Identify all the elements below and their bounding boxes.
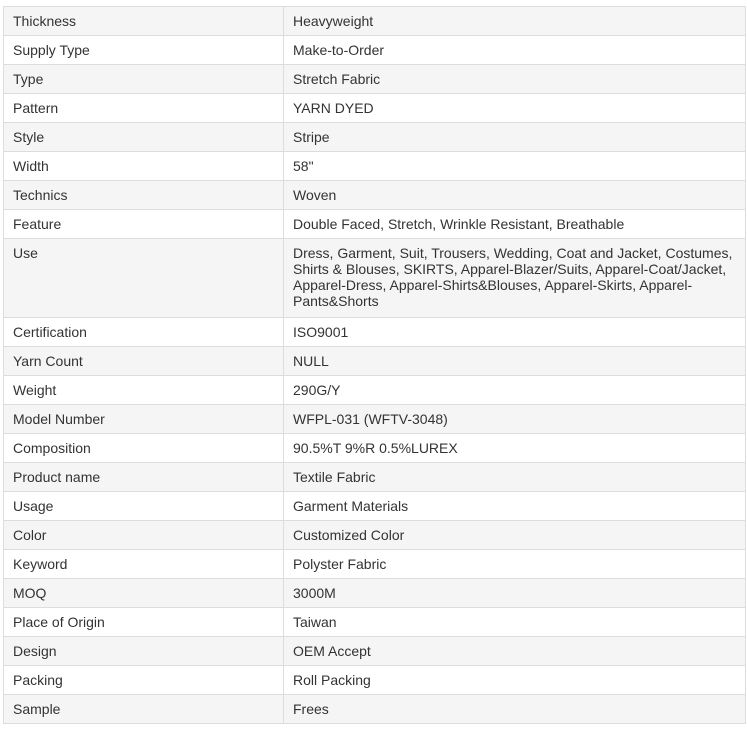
spec-row-yarn-count <box>4 347 746 376</box>
spec-value: ISO9001 <box>284 318 746 347</box>
spec-row-composition <box>4 434 746 463</box>
spec-value: Taiwan <box>284 608 746 637</box>
spec-value: Roll Packing <box>284 666 746 695</box>
spec-value: Dress, Garment, Suit, Trousers, Wedding, Coat and Jacket, Costumes, Shirts & Blouses, SKIRTS, Apparel-Blazer/Suits, Apparel-Coat/Jacket, Apparel-Dress, Apparel-Shirts&Blouses, Apparel-Skirts, Apparel-Pants&Shorts <box>284 239 746 318</box>
spec-label: Sample <box>4 695 284 724</box>
spec-value: NULL <box>284 347 746 376</box>
spec-value: OEM Accept <box>284 637 746 666</box>
spec-value: 90.5%T 9%R 0.5%LUREX <box>284 434 746 463</box>
spec-row-thickness <box>4 7 746 36</box>
spec-value: Frees <box>284 695 746 724</box>
spec-row-sample <box>4 695 746 724</box>
spec-row-certification <box>4 318 746 347</box>
spec-label: Model Number <box>4 405 284 434</box>
spec-value: Make-to-Order <box>284 36 746 65</box>
spec-label: MOQ <box>4 579 284 608</box>
spec-value: Customized Color <box>284 521 746 550</box>
spec-row-type <box>4 65 746 94</box>
spec-label: Supply Type <box>4 36 284 65</box>
spec-row-weight <box>4 376 746 405</box>
spec-label: Design <box>4 637 284 666</box>
spec-row-product-name <box>4 463 746 492</box>
spec-value: YARN DYED <box>284 94 746 123</box>
spec-row-pattern <box>4 94 746 123</box>
spec-value: Stretch Fabric <box>284 65 746 94</box>
spec-label: Technics <box>4 181 284 210</box>
spec-row-technics <box>4 181 746 210</box>
spec-label: Pattern <box>4 94 284 123</box>
spec-label: Weight <box>4 376 284 405</box>
spec-value: 290G/Y <box>284 376 746 405</box>
spec-value: 58" <box>284 152 746 181</box>
spec-row-moq <box>4 579 746 608</box>
spec-value: Double Faced, Stretch, Wrinkle Resistant, Breathable <box>284 210 746 239</box>
spec-value: 3000M <box>284 579 746 608</box>
spec-label: Composition <box>4 434 284 463</box>
spec-label: Product name <box>4 463 284 492</box>
spec-row-use <box>4 239 746 318</box>
spec-row-place-of-origin <box>4 608 746 637</box>
spec-value: Heavyweight <box>284 7 746 36</box>
spec-row-supply-type <box>4 36 746 65</box>
spec-label: Usage <box>4 492 284 521</box>
spec-row-feature <box>4 210 746 239</box>
spec-label: Packing <box>4 666 284 695</box>
spec-row-usage <box>4 492 746 521</box>
spec-value: WFPL-031 (WFTV-3048) <box>284 405 746 434</box>
spec-row-keyword <box>4 550 746 579</box>
spec-label: Certification <box>4 318 284 347</box>
spec-label: Thickness <box>4 7 284 36</box>
spec-label: Feature <box>4 210 284 239</box>
spec-row-color <box>4 521 746 550</box>
spec-row-packing <box>4 666 746 695</box>
spec-label: Width <box>4 152 284 181</box>
spec-label: Use <box>4 239 284 318</box>
spec-value: Woven <box>284 181 746 210</box>
spec-label: Color <box>4 521 284 550</box>
spec-label: Yarn Count <box>4 347 284 376</box>
spec-row-width <box>4 152 746 181</box>
product-spec-table <box>3 6 746 724</box>
spec-label: Type <box>4 65 284 94</box>
spec-label: Place of Origin <box>4 608 284 637</box>
spec-value: Garment Materials <box>284 492 746 521</box>
spec-value: Textile Fabric <box>284 463 746 492</box>
spec-label: Keyword <box>4 550 284 579</box>
spec-label: Style <box>4 123 284 152</box>
spec-row-design <box>4 637 746 666</box>
spec-value: Polyster Fabric <box>284 550 746 579</box>
spec-row-style <box>4 123 746 152</box>
spec-value: Stripe <box>284 123 746 152</box>
spec-row-model-number <box>4 405 746 434</box>
